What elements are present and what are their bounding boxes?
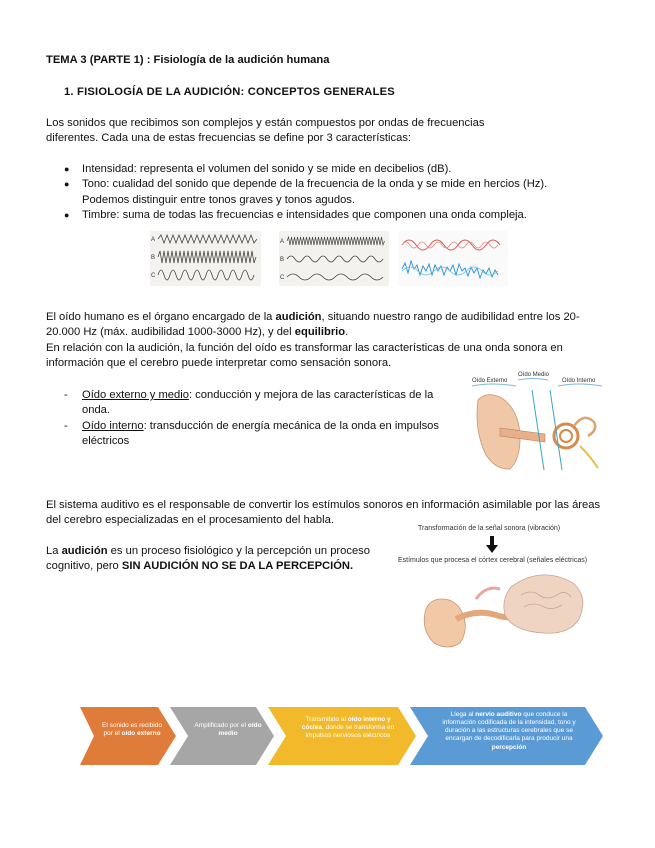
flow-3-bold: oído interno y cóclea [301,716,391,732]
flow-4-post: que conduce la información codificada de la intensidad, tono y duración a las estructuras cerebrales que se encargan de decodificarla para producir una [442,711,576,743]
label-middle-ear: Oído Medio [518,372,550,378]
outer-middle-ear-desc: : conducción y mejora de las características de la onda. [82,389,434,417]
wave-label-a: A [151,237,156,243]
flow-2-bold: oído medio [218,722,262,738]
hearing-bold-audicion: audición [61,545,108,557]
label-inner-ear: Oído Interno [562,378,596,384]
inner-ear-label: Oído interno [82,419,144,432]
label-outer-ear: Oído Externo [472,378,508,384]
characteristics-list [64,162,594,224]
ear-paragraph [46,310,601,341]
flow-1-pre: El sonido es [102,722,140,729]
down-arrow-icon [486,536,498,554]
ear-bold-equilibrio: equilibrio [294,326,346,339]
flow-1-mid: recibido por el [103,722,162,738]
list-item-tone: ● Tono: cualidad del sonido que depende de la frecuencia de la onda y se mide en hercios (Hz). Podemos distinguir entre tonos graves y tonos agudos. [64,177,594,208]
list-item-outer-middle-ear [64,388,450,419]
hearing-bold-statement: SIN AUDICIÓN NO SE DA LA PERCEPCIÓN. [121,560,354,573]
ear-text-1: El oído humano es el órgano encargado de la [46,311,276,323]
figure-top-caption: Transformación de la señal sonora (vibración) [418,525,561,532]
wave2-label-b: B [280,257,285,263]
ear-anatomy-figure [470,370,605,472]
ear-text-3: . [345,326,349,339]
waveform-figure-1 [150,231,261,286]
waveform-figure-2 [279,231,389,286]
section-heading: 1. FISIOLOGÍA DE LA AUDICIÓN: CONCEPTOS GENERALES [64,86,395,98]
flow-step-2-text [194,722,262,738]
flow-4-pre: Llega al [450,711,476,718]
ear-brain-graphic [416,569,596,651]
intro-line-1: Los sonidos que recibimos son complejos y están compuestos por ondas de frecuencias [46,117,485,129]
flow-3-post: , donde se transforma en impulsos nerviosos eléctricos [305,724,395,740]
ear-parts-list [64,388,450,450]
flow-step-3-text [296,716,400,740]
signal-transformation-figure [396,523,602,651]
list-item-inner-ear [64,419,450,450]
intro-paragraph [46,116,606,147]
hearing-perception-paragraph [46,544,401,575]
hearing-text-1: La [46,545,62,557]
outer-middle-ear-label: Oído externo y medio [82,389,189,401]
wave2-label-c: C [280,275,285,281]
flow-step-1-text [97,722,167,738]
flow-4-bold2: percepción [491,743,527,751]
ear-bold-audicion: audición [275,311,322,323]
waveform-2-graphic [279,231,389,286]
figure-bottom-caption: Estímulos que procesa el córtex cerebral (señales eléctricas) [398,557,588,564]
list-item-timbre: ● Timbre: suma de todas las frecuencias e intensidades que componen una onda compleja. [64,208,594,223]
ear-anatomy-graphic [470,370,605,472]
waveform-3-graphic [398,231,508,286]
ear-function-paragraph: En relación con la audición, la función del oído es transformar las características de una onda sonora en información que el cerebro puede interpretar como sensación sonora. [46,342,563,370]
wave-label-c: C [151,273,156,279]
inner-ear-desc: : transducción de energía mecánica de la onda en impulsos eléctricos [82,419,439,448]
waveform-1-graphic [150,231,261,286]
document-title: TEMA 3 (PARTE 1) : Fisiología de la audición humana [46,54,330,66]
flow-2-mid: por el [229,722,248,729]
ear-text-2: , situando nuestro rango de audibilidad entre los 20-20.000 Hz (máx. audibilidad 1000-3000 Hz), y del [46,311,580,339]
wave2-label-a: A [280,239,285,245]
waveform-figure-3 [398,231,508,286]
list-item-intensity: ● Intensidad: representa el volumen del sonido y se mide en decibelios (dB). [64,162,594,177]
auditory-system-paragraph: El sistema auditivo es el responsable de convertir los estímulos sonoros en información asimilable por las áreas del cerebro especializadas en el procesamiento del habla. [46,499,601,527]
intro-line-2: diferentes. Cada una de estas frecuencias se define por 3 características: [46,132,412,145]
flow-step-4-text [434,711,584,752]
flow-3-pre: Transmitido al [305,716,348,723]
flow-1-bold: oído externo [121,730,161,738]
flow-2-pre: Amplificado [194,722,230,729]
flow-4-bold: nervio auditivo [475,711,522,718]
wave-label-b: B [151,255,156,261]
hearing-text-2: es un proceso fisiológico y la percepción un proceso cognitivo, pero [46,545,370,573]
